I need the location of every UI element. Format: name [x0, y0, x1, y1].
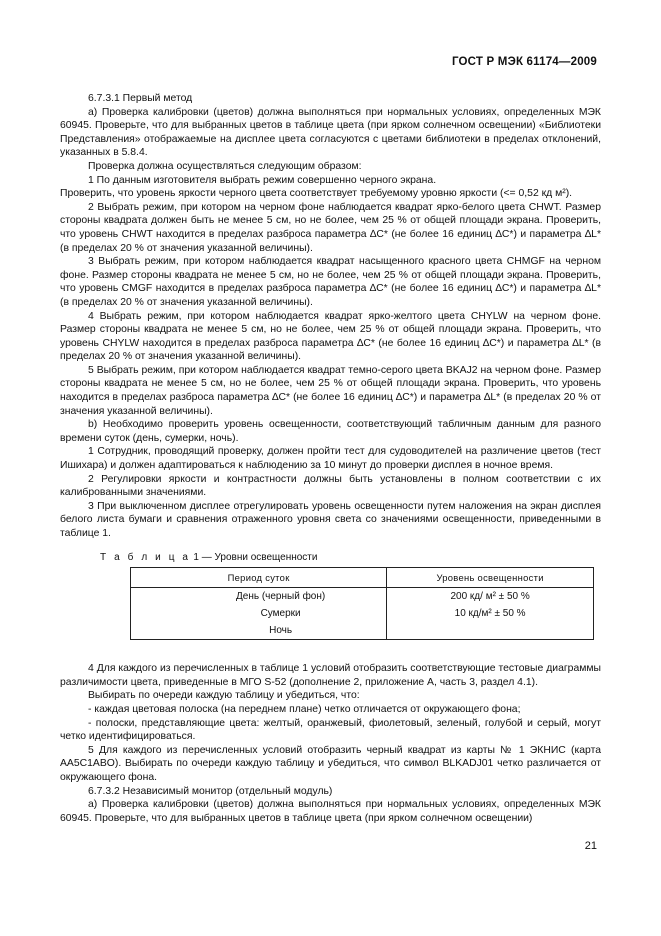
paragraph: 1 По данным изготовителя выбрать режим совершенно черного экрана. [88, 174, 437, 186]
paragraph: 6.7.3.2 Независимый монитор (отдельный модуль) [88, 785, 333, 797]
table-row [131, 588, 594, 606]
paragraph: Выбирать по очереди каждую таблицу и убедиться, что: [88, 690, 360, 702]
paragraph: - каждая цветовая полоска (на переднем плане) четко отличается от окружающего фона; [88, 703, 521, 715]
table-header-level: Уровень освещенности [387, 568, 594, 588]
paragraph: а) Проверка калибровки (цветов) должна выполняться при нормальных условиях, определенных МЭК 60945. Проверьте, что для выбранных цветов в таблице цвета (при ярком солнечном освещении) [60, 799, 601, 824]
paragraphs-after-table [60, 662, 601, 825]
table-cell-period: Сумерки [131, 605, 387, 622]
table-cell-level [387, 622, 594, 640]
paragraph: 2 Выбрать режим, при котором на черном фоне наблюдается квадрат ярко-белого цвета CHWT. Размер стороны квадрата должен быть не менее 5 см, но не более, чем 25 % от общей площади экрана. Проверить, что уровень CHWT находится в пределах разброса параметра ∆С* (не более 16 единиц ∆С*) и параметра ∆L* (в пределах 20 % от значения указанной величины). [60, 201, 601, 254]
paragraph: Проверка должна осуществляться следующим образом: [88, 160, 362, 172]
paragraph: 3 При выключенном дисплее отрегулировать уровень освещенности путем наложения на экран дисплея белого листа бумаги и сравнения отраженного уровня света со значениями освещенности, приведенными в таблице 1. [60, 500, 601, 539]
table-caption-prefix: Т а б л и ц а [100, 551, 191, 563]
paragraph: 6.7.3.1 Первый метод [88, 93, 193, 104]
paragraph: - полоски, представляющие цвета: желтый, оранжевый, фиолетовый, зеленый, голубой и серый, могут четко идентифицироваться. [60, 717, 601, 743]
paragraphs-before-table [60, 92, 601, 541]
table-row [131, 622, 594, 640]
paragraph: b) Необходимо проверить уровень освещенности, соответствующий табличным данным для разного времени суток (день, сумерки, ночь). [60, 419, 601, 444]
table-cell-period: День (черный фон) [131, 588, 387, 606]
paragraph: 4 Для каждого из перечисленных в таблице 1 условий отобразить соответствующие тестовые диаграммы различимости цвета, приведенные в МГО S-52 (дополнение 2, приложение А, часть 3, раздел 4.1). [60, 663, 601, 688]
table-header-period: Период суток [131, 568, 387, 588]
paragraph: а) Проверка калибровки (цветов) должна выполняться при нормальных условиях, определенных МЭК 60945. Проверьте, что для выбранных цветов в таблице цвета (при ярком солнечном освещении) «Библиотеки Представления» отображаемые на дисплее цвета согласуются с цветами библиотеки в пределах отклонений, указанных в 5.8.4. [60, 106, 601, 159]
table-cell-level: 10 кд/м² ± 50 % [387, 605, 594, 622]
paragraph: 2 Регулировки яркости и контрастности должны быть установлены в полном соответствии с их калиброванными значениями. [60, 473, 601, 499]
table-cell-period: Ночь [131, 622, 387, 640]
page-body [60, 92, 601, 825]
page-number: 21 [584, 840, 597, 852]
paragraph: 3 Выбрать режим, при котором наблюдается квадрат насыщенного красного цвета CHMGF на черном фоне. Размер стороны квадрата не менее 5 см, но не более, чем 25 % от общей площади экрана. Проверить, что уровень CMGF находится в пределах разброса параметра ∆С* (не более 16 единиц ∆С*) и параметра ∆L* (в пределах 20 % от значения указанной величины). [60, 256, 601, 308]
paragraph: 5 Выбрать режим, при котором наблюдается квадрат темно-серого цвета BKAJ2 на черном фоне. Размер стороны квадрата не менее 5 см, но не более, чем 25 % от общей площади экрана. Проверить, что уровень находится в пределах разброса параметра ∆С* (не более 16 единиц ∆С*) и параметра ∆L* (в пределах 20 % от значения указанной величины). [60, 364, 601, 417]
illumination-table [130, 567, 594, 640]
paragraph: 4 Выбрать режим, при котором наблюдается квадрат ярко-желтого цвета CHYLW на черном фоне. Размер стороны квадрата не менее 5 см, но не более, чем 25 % от общей площади экрана. Проверить, что уровень CHYLW находится в пределах разброса параметра ∆С* (не более 16 единиц ∆С*) и параметра ∆L* (в пределах 20 % от значения указанной величины). [60, 310, 601, 363]
table-cell-level: 200 кд/ м² ± 50 % [387, 588, 594, 606]
table-caption-title: 1 — Уровни освещенности [190, 551, 318, 563]
paragraph: 1 Сотрудник, проводящий проверку, должен пройти тест для судоводителей на различение цветов (тест Ишихара) и должен адаптироваться к наблюдению за 10 минут до проверки дисплея в ночное время. [60, 446, 601, 472]
table-row [131, 605, 594, 622]
document-header: ГОСТ Р МЭК 61174—2009 [451, 56, 597, 68]
table-caption [100, 551, 601, 565]
paragraph: Проверить, что уровень яркости черного цвета соответствует требуемому уровню яркости (<= 0,52 кд м²). [60, 188, 573, 200]
paragraph: 5 Для каждого из перечисленных условий отобразить черный квадрат из карты № 1 ЭКНИС (карта AA5C1ABO). Выбирать по очереди каждую таблицу и убедиться, что символ BLKADJ01 четко различается от окружающего фона. [60, 744, 601, 783]
